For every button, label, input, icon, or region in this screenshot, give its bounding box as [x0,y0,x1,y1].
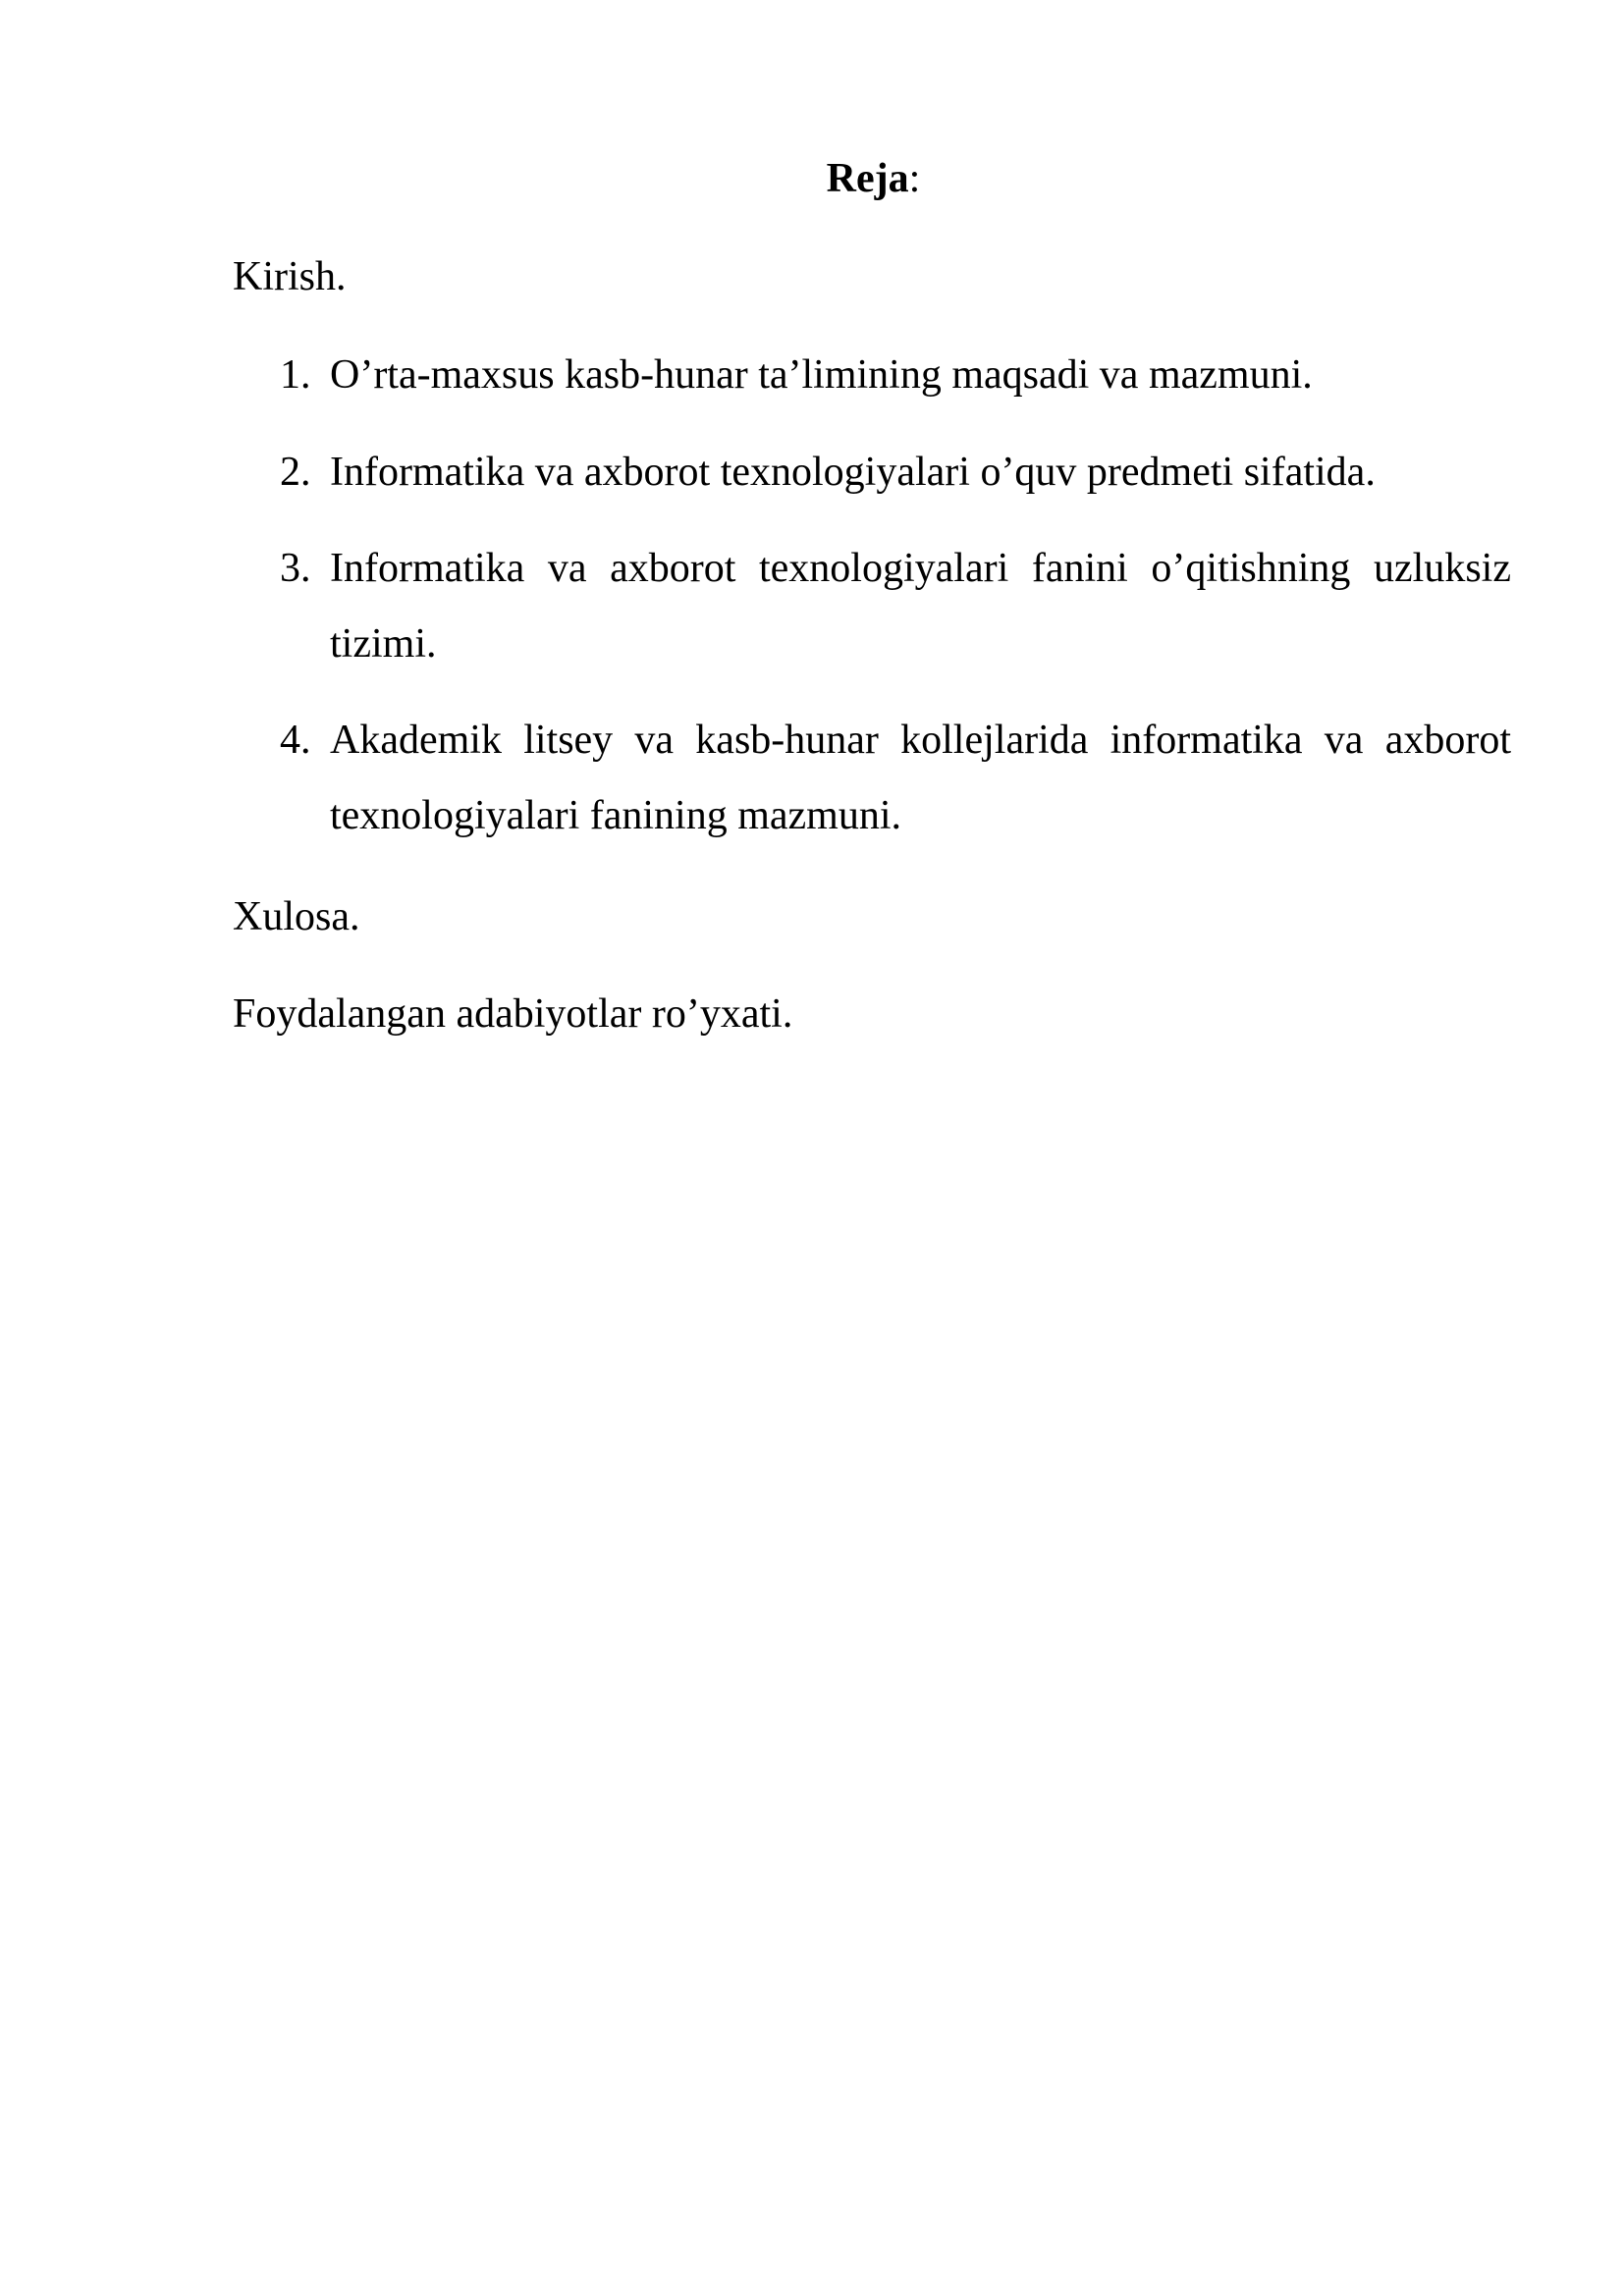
plan-item-2 [233,435,1511,510]
title-colon: : [908,156,921,201]
plan-item-number: 4. [280,718,311,763]
intro-line: Kirish. [233,254,347,299]
plan-item-text: Akademik litsey va kasb-hunar kollejlarida informatika va axborot texnologiyalari fanining mazmuni. [330,718,1511,838]
plan-item-number: 2. [280,450,311,495]
page-title [0,149,1624,208]
plan-item-number: 1. [280,352,311,398]
plan-item-text: Informatika va axborot texnologiyalari fanini o’qitishning uzluksiz tizimi. [330,546,1511,667]
plan-item-1 [233,338,1511,413]
references-line: Foydalangan adabiyotlar ro’yxati. [233,991,793,1037]
plan-item-3 [233,531,1511,682]
plan-item-number: 3. [280,546,311,591]
title-word: Reja [826,156,909,201]
conclusion-line: Xulosa. [233,894,360,939]
plan-item-4 [233,703,1511,854]
plan-item-text: O’rta-maxsus kasb-hunar ta’limining maqsadi va mazmuni. [330,352,1313,398]
plan-item-text: Informatika va axborot texnologiyalari o’quv predmeti sifatida. [330,450,1376,495]
